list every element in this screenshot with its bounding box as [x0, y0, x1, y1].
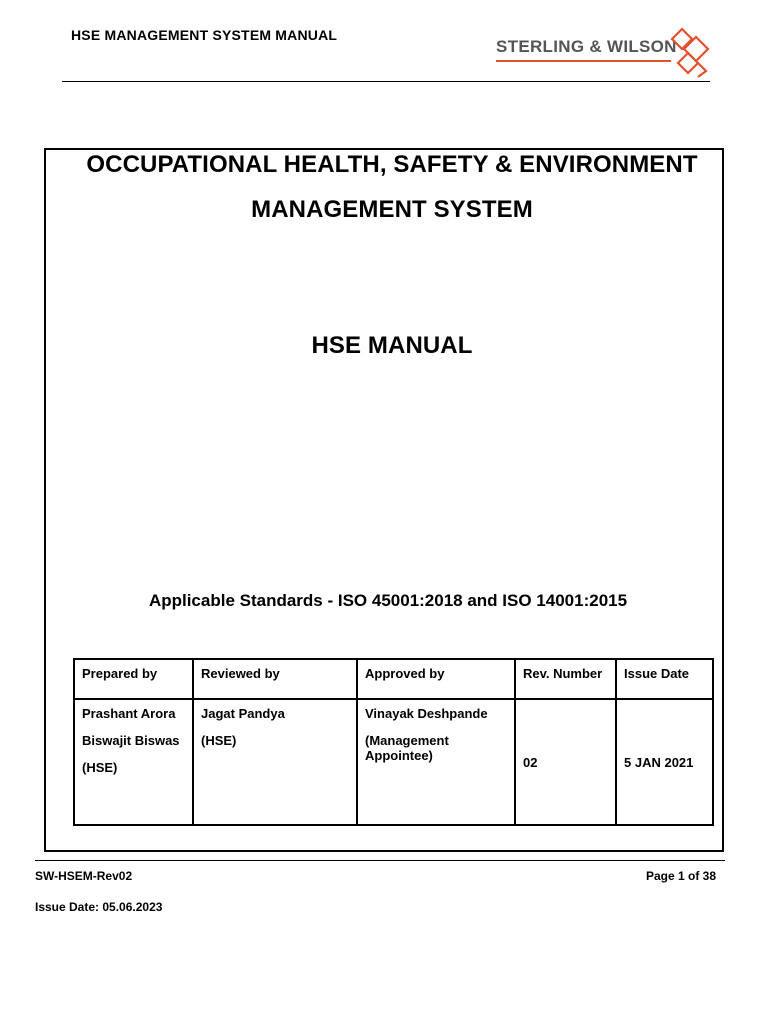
cover-title-line-2: MANAGEMENT SYSTEM	[251, 196, 533, 223]
header-reviewed-by: Reviewed by	[193, 659, 357, 699]
header-prepared-by: Prepared by	[74, 659, 193, 699]
approval-table-row	[74, 699, 713, 825]
rev-number-cell: 02	[515, 699, 616, 825]
logo-text: STERLING & WILSON	[496, 37, 677, 56]
approved-by-cell	[357, 699, 515, 825]
approved-by-name: Vinayak Deshpande	[365, 706, 488, 721]
header-title: HSE MANAGEMENT SYSTEM MANUAL	[71, 27, 338, 43]
page-number: Page 1 of 38	[645, 869, 716, 883]
approval-table-header-row	[74, 659, 713, 699]
company-logo	[496, 27, 714, 79]
prepared-by-dept: (HSE)	[82, 760, 118, 775]
header-rev-number: Rev. Number	[515, 659, 616, 699]
footer-rule	[35, 860, 725, 861]
applicable-standards: Applicable Standards - ISO 45001:2018 and ISO 14001:2015	[148, 591, 628, 610]
logo-mark-icon	[666, 27, 714, 79]
prepared-by-name-1: Prashant Arora	[82, 706, 176, 721]
reviewed-by-name: Jagat Pandya	[201, 706, 285, 721]
approved-by-role: (Management Appointee)	[365, 733, 449, 763]
reviewed-by-cell	[193, 699, 357, 825]
issue-date-cell: 5 JAN 2021	[616, 699, 713, 825]
prepared-by-cell	[74, 699, 193, 825]
prepared-by-name-2: Biswajit Biswas	[82, 733, 180, 748]
header-approved-by: Approved by	[357, 659, 515, 699]
logo-underline	[496, 60, 671, 62]
document-title: HSE MANUAL	[311, 332, 473, 359]
cover-title-line-1: OCCUPATIONAL HEALTH, SAFETY & ENVIRONMENT	[86, 151, 698, 178]
document-code: SW-HSEM-Rev02	[35, 869, 133, 883]
header-rule	[62, 81, 710, 82]
reviewed-by-dept: (HSE)	[201, 733, 237, 748]
footer-issue-date: Issue Date: 05.06.2023	[35, 900, 163, 914]
header-issue-date: Issue Date	[616, 659, 713, 699]
approval-table	[73, 658, 714, 826]
